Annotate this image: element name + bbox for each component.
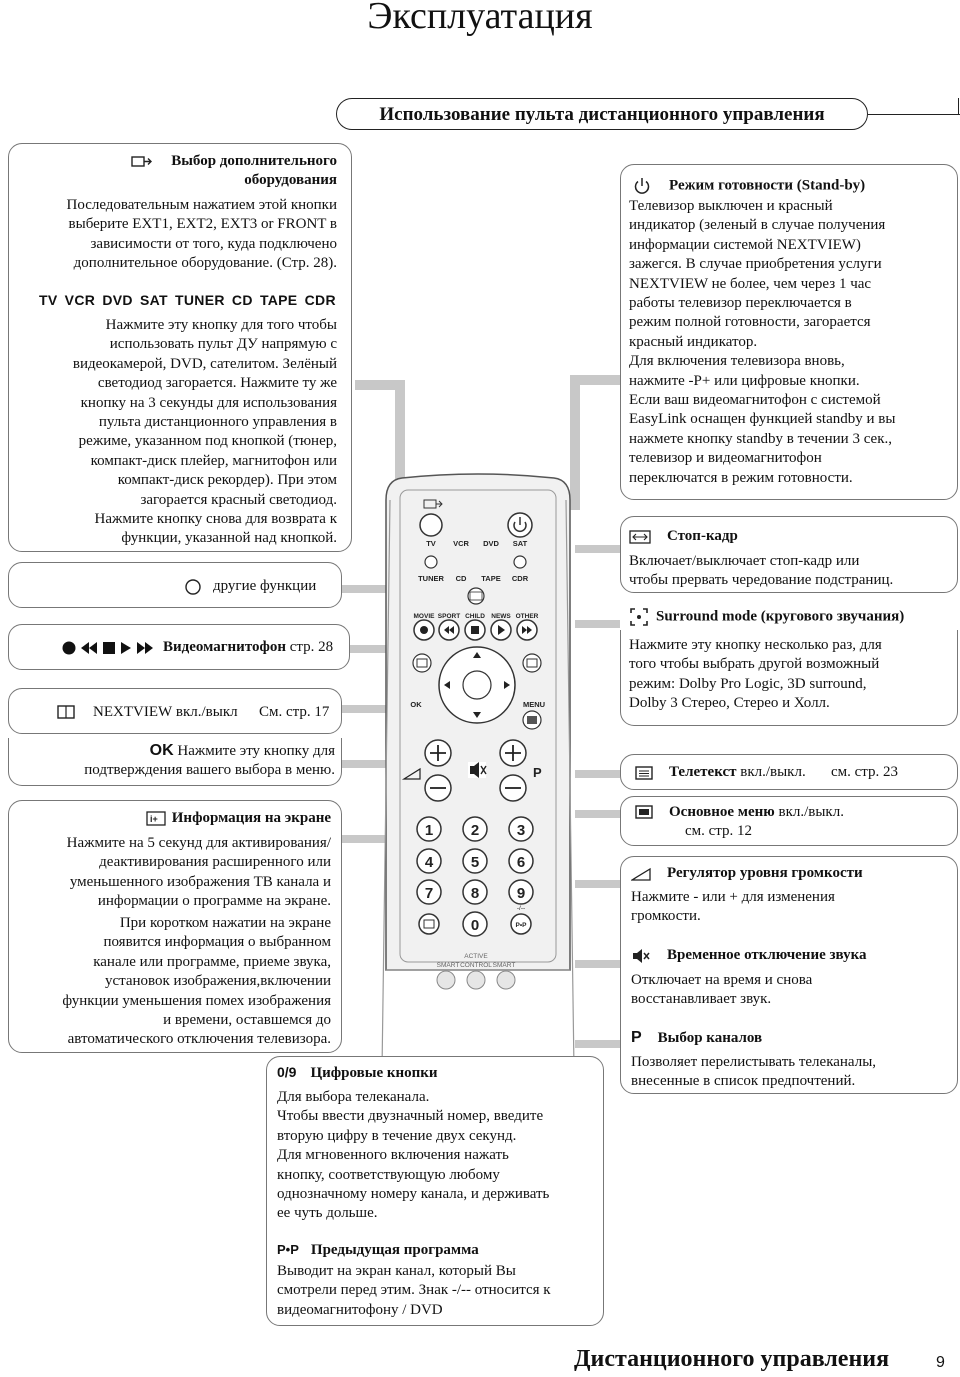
remote-label-active: ACTIVE bbox=[464, 953, 488, 960]
ok-text-line: подтверждения вашего выбора в меню. bbox=[84, 762, 335, 779]
digit-label-0: 0 bbox=[470, 917, 480, 934]
info-button[interactable] bbox=[419, 914, 439, 934]
menu-title: Основное меню bbox=[669, 804, 775, 820]
digits-text-line: кнопку, соответствующую любому bbox=[277, 1166, 500, 1183]
freeze-box bbox=[620, 516, 958, 593]
standby-text-line: телевизор и видеомагнитофон bbox=[629, 450, 822, 467]
standby-button[interactable] bbox=[508, 513, 532, 537]
surround-icon bbox=[630, 608, 648, 626]
leader-line bbox=[575, 880, 620, 888]
mute-button[interactable] bbox=[468, 762, 486, 778]
info-text-line: Нажмите на 5 секунд для активирования/ bbox=[66, 835, 331, 851]
digits-text-line: однозначному номеру канала, и держивать bbox=[277, 1186, 550, 1203]
ok-label: OK bbox=[149, 742, 174, 759]
standby-text-line: зажегся. В случае приобретения услуги bbox=[629, 256, 882, 273]
section-title: Использование пульта дистанционного управления bbox=[336, 98, 868, 130]
info-left-button[interactable] bbox=[413, 654, 431, 672]
leader-line bbox=[575, 620, 620, 628]
source-icon bbox=[131, 154, 153, 168]
power-icon bbox=[633, 177, 651, 195]
digits-title: Цифровые кнопки bbox=[310, 1065, 438, 1081]
modes-text-line: компакт-диск плейер, магнитофон или bbox=[90, 452, 337, 469]
previous-label: P•P bbox=[277, 1242, 299, 1257]
info-text-line: уменьшенного изображения ТВ канала и bbox=[69, 873, 331, 890]
standby-text-line: NEXTVIEW не более, чем через 1 час bbox=[629, 275, 872, 292]
freeze-icon bbox=[629, 530, 651, 544]
remote-label-ok: OK bbox=[410, 700, 422, 709]
program-text-line: Позволяет перелистывать телеканалы, bbox=[631, 1054, 877, 1070]
remote-label-menu: MENU bbox=[522, 700, 546, 709]
leader-line bbox=[575, 1040, 620, 1048]
page-number: 9 bbox=[936, 1354, 945, 1371]
digit-label-9: 9 bbox=[516, 885, 526, 902]
leader-line bbox=[575, 545, 620, 553]
mode-led-left bbox=[425, 556, 437, 568]
active-control-button[interactable] bbox=[467, 971, 485, 989]
vcr-box bbox=[8, 624, 350, 670]
menu-icon bbox=[635, 805, 653, 819]
menu-text: вкл./выкл. bbox=[774, 804, 844, 820]
digit-label-4: 4 bbox=[424, 854, 434, 871]
standby-text-line: Телевизор выключен и красный bbox=[629, 198, 833, 214]
modes-text-line: функции, указанной над кнопкой. bbox=[121, 530, 337, 547]
standby-text-line: информации системой NEXTVIEW) bbox=[629, 236, 861, 253]
smart-sound-button[interactable] bbox=[497, 971, 515, 989]
volume-mute-program-box bbox=[620, 856, 958, 1094]
source-selection-box bbox=[8, 143, 352, 552]
program-title: Выбор каналов bbox=[657, 1030, 763, 1046]
standby-box bbox=[620, 164, 958, 500]
previous-text-line: смотрели перед этим. Знак -/-- относится к bbox=[277, 1282, 551, 1299]
digit-label-8: 8 bbox=[470, 885, 480, 902]
program-label: P bbox=[631, 1029, 642, 1046]
remote-label-other: OTHER bbox=[515, 613, 539, 620]
modes-text-line: Нажмите кнопку снова для возврата к bbox=[94, 511, 337, 528]
modes-text-line: использовать пульт ДУ напрямую с bbox=[109, 336, 337, 353]
remote-label-dash: -/-- bbox=[516, 905, 526, 912]
standby-text-line: нажмите -P+ или цифровые кнопки. bbox=[629, 372, 860, 389]
volume-icon bbox=[631, 867, 651, 881]
standby-text-line: переключатся в режим готовности. bbox=[629, 469, 853, 486]
other-functions-label: другие функции bbox=[213, 578, 317, 594]
source-text-line: дополнительное оборудование. (Стр. 28). bbox=[73, 255, 337, 272]
remote-label-pp: P•P bbox=[515, 922, 527, 929]
leader-line bbox=[575, 770, 620, 778]
remote-label-p: P bbox=[533, 765, 542, 780]
digit-label-3: 3 bbox=[516, 822, 526, 839]
digits-text-line: ее чуть дольше. bbox=[277, 1205, 378, 1222]
surround-text-line: режим: Dolby Pro Logic, 3D surround, bbox=[629, 675, 867, 692]
info-text-line: установок изображения,включении bbox=[104, 973, 331, 990]
modes-text-line: загорается красный светодиод. bbox=[140, 491, 337, 508]
remote-label-sport: SPORT bbox=[437, 613, 461, 620]
standby-title: Режим готовности (Stand-by) bbox=[669, 177, 866, 194]
surround-heading bbox=[630, 608, 904, 626]
remote-label-child: CHILD bbox=[465, 613, 485, 620]
ok-box bbox=[8, 738, 342, 786]
info-text-line: деактивирования расширенного или bbox=[99, 854, 331, 871]
digits-text-line: Для выбора телеканала. bbox=[277, 1089, 430, 1105]
volume-text-line: громкости. bbox=[631, 908, 701, 925]
info-text-line: При коротком нажатии на экране bbox=[119, 915, 331, 931]
other-functions-box bbox=[8, 562, 342, 608]
teletext-button[interactable] bbox=[523, 654, 541, 672]
program-down-button[interactable] bbox=[500, 775, 526, 801]
source-text-line: выберите EXT1, EXT2, EXT3 or FRONT в bbox=[68, 216, 337, 233]
mute-text-line: восстанавливает звук. bbox=[631, 991, 772, 1008]
nextview-box bbox=[8, 688, 342, 734]
menu-box bbox=[620, 796, 958, 846]
section-rule-tick bbox=[958, 98, 959, 115]
digits-text-line: Чтобы ввести двузначный номер, введите bbox=[277, 1108, 544, 1125]
info-text-line: и времени, оставшемся до bbox=[163, 1012, 331, 1029]
smart-picture-button[interactable] bbox=[437, 971, 455, 989]
standby-text-line: EasyLink оснащен функцией standby и вы bbox=[629, 411, 896, 428]
standby-text-line: работы телевизор переключается в bbox=[629, 295, 852, 312]
menu-page-ref: см. стр. 12 bbox=[685, 823, 753, 839]
info-box bbox=[8, 800, 342, 1053]
mute-title: Временное отключение звука bbox=[667, 947, 867, 963]
circle-button-icon bbox=[185, 579, 201, 595]
digits-box bbox=[266, 1056, 604, 1326]
surround-text-line: Нажмите эту кнопку несколько раз, для bbox=[629, 637, 882, 653]
source-text-line: зависимости от того, куда подключено bbox=[90, 235, 337, 252]
remote-label-smart-left: SMART bbox=[436, 962, 460, 969]
source-text-line: Последовательным нажатием этой кнопки bbox=[66, 197, 337, 213]
remote-label-movie: MOVIE bbox=[413, 613, 435, 620]
remote-label-tv: TV bbox=[426, 539, 436, 548]
menu-button[interactable] bbox=[523, 711, 541, 729]
modes-text-line: компакт-диск рекордер). При этом bbox=[117, 472, 337, 489]
surround-title: Surround mode (кругового звучания) bbox=[656, 608, 905, 625]
modes-text-line: пульта дистанционного управления в bbox=[98, 414, 337, 431]
digits-text-line: Для мгновенного включения нажать bbox=[277, 1147, 509, 1164]
program-up-button[interactable] bbox=[500, 740, 526, 766]
volume-down-button[interactable] bbox=[425, 775, 451, 801]
svg-text:i+: i+ bbox=[149, 814, 158, 825]
surround-box bbox=[620, 630, 958, 726]
mute-text-line: Отключает на время и снова bbox=[631, 972, 813, 988]
leader-line bbox=[575, 810, 620, 818]
program-text-line: внесенные в список предпочтений. bbox=[631, 1073, 856, 1090]
previous-text-line: Выводит на экран канал, который Вы bbox=[277, 1263, 516, 1279]
info-icon bbox=[146, 811, 166, 826]
standby-text-line: индикатор (зеленый в случае получения bbox=[629, 217, 886, 234]
info-text-line: появится информация о выбранном bbox=[103, 934, 331, 951]
info-title: Информация на экране bbox=[171, 810, 331, 826]
ok-text-line: Нажмите эту кнопку для bbox=[173, 743, 335, 759]
modes-text-line: светодиод загорается. Нажмите ту же bbox=[97, 375, 337, 392]
remote-label-cdr: CDR bbox=[511, 574, 529, 583]
volume-text-line: Нажмите - или + для изменения bbox=[631, 889, 835, 905]
remote-control-illustration bbox=[378, 470, 578, 1070]
mute-icon bbox=[631, 948, 651, 964]
remote-label-tuner: TUNER bbox=[418, 574, 444, 583]
standby-text-line: красный индикатор. bbox=[629, 333, 758, 350]
mode-buttons-label: TV VCR DVD SAT TUNER CD TAPE CDR bbox=[39, 292, 336, 308]
surround-text-line: Dolby 3 Стерео, Стерео и Холл. bbox=[629, 695, 830, 712]
digit-label-6: 6 bbox=[516, 854, 526, 871]
digit-label-7: 7 bbox=[424, 885, 434, 902]
freeze-text-line: чтобы прервать чередование подстраниц. bbox=[629, 572, 894, 589]
book-icon bbox=[57, 705, 75, 719]
teletext-page-ref: см. стр. 23 bbox=[831, 764, 899, 780]
volume-up-button[interactable] bbox=[425, 740, 451, 766]
modes-text-line: режиме, указанном под кнопкой (тюнер, bbox=[78, 433, 337, 450]
page-title: Эксплуатация bbox=[367, 0, 593, 37]
digits-text-line: вторую цифру в течение двух секунд. bbox=[277, 1127, 517, 1144]
modes-text-line: кнопку на 3 секунды для использования bbox=[80, 394, 337, 411]
standby-text-line: Для включения телевизора вновь, bbox=[629, 353, 845, 370]
footer-title: Дистанционного управления bbox=[574, 1346, 890, 1372]
info-text-line: канале или программе, приеме звука, bbox=[93, 953, 331, 970]
nextview-label: NEXTVIEW bbox=[93, 704, 173, 720]
source-title-line2: оборудования bbox=[244, 172, 337, 188]
modes-text-line: Нажмите эту кнопку для того чтобы bbox=[105, 317, 337, 333]
vcr-page-ref: стр. 28 bbox=[286, 639, 334, 655]
navigation-cursor[interactable] bbox=[439, 647, 515, 723]
standby-text-line: режим полной готовности, загорается bbox=[629, 314, 871, 331]
nextview-text: вкл./выкл bbox=[172, 704, 238, 720]
teletext-icon bbox=[635, 766, 653, 780]
remote-label-news: NEWS bbox=[491, 613, 511, 620]
remote-label-smart-right: SMART bbox=[492, 962, 516, 969]
remote-label-vcr: VCR bbox=[453, 539, 469, 548]
previous-text-line: видеомагнитофону / DVD bbox=[277, 1301, 443, 1318]
remote-label-cd: CD bbox=[455, 574, 467, 583]
digits-label: 0/9 bbox=[277, 1064, 297, 1080]
standby-text-line: нажмете кнопку standby в течении 3 сек., bbox=[629, 430, 892, 447]
freeze-text-line: Включает/выключает стоп-кадр или bbox=[629, 553, 860, 569]
teletext-title: Телетекст bbox=[669, 764, 737, 780]
freeze-button[interactable] bbox=[468, 588, 484, 604]
freeze-title: Стоп-кадр bbox=[667, 528, 738, 544]
mode-led-right bbox=[514, 556, 526, 568]
info-text-line: автоматического отключения телевизора. bbox=[67, 1031, 331, 1048]
leader-line bbox=[575, 960, 620, 968]
standby-text-line: Если ваш видеомагнитофон с системой bbox=[629, 392, 881, 409]
remote-label-control: CONTROL bbox=[460, 962, 492, 969]
remote-label-dvd: DVD bbox=[483, 539, 499, 548]
digit-label-1: 1 bbox=[424, 822, 434, 839]
source-title-line1: Выбор дополнительного bbox=[171, 153, 337, 169]
digit-label-2: 2 bbox=[470, 822, 480, 839]
remote-label-sat: SAT bbox=[512, 539, 528, 548]
info-text-line: функции уменьшения помех изображения bbox=[62, 992, 331, 1009]
digit-label-5: 5 bbox=[470, 854, 480, 871]
volume-title: Регулятор уровня громкости bbox=[667, 865, 863, 881]
teletext-text: вкл./выкл. bbox=[736, 764, 806, 780]
info-text-line: информации о программе на экране. bbox=[97, 893, 331, 910]
section-rule bbox=[868, 114, 960, 115]
vcr-label: Видеомагнитофон bbox=[163, 639, 287, 655]
nextview-page-ref: См. стр. 17 bbox=[259, 704, 330, 720]
teletext-box bbox=[620, 754, 958, 790]
vcr-transport-icons bbox=[61, 640, 157, 656]
previous-title: Предыдущая программа bbox=[310, 1242, 479, 1258]
surround-text-line: того чтобы выбрать другой возможный bbox=[629, 656, 880, 673]
remote-label-tape: TAPE bbox=[481, 574, 501, 583]
modes-text-line: видеокамерой, DVD, сателитом. Зелёный bbox=[72, 355, 337, 372]
